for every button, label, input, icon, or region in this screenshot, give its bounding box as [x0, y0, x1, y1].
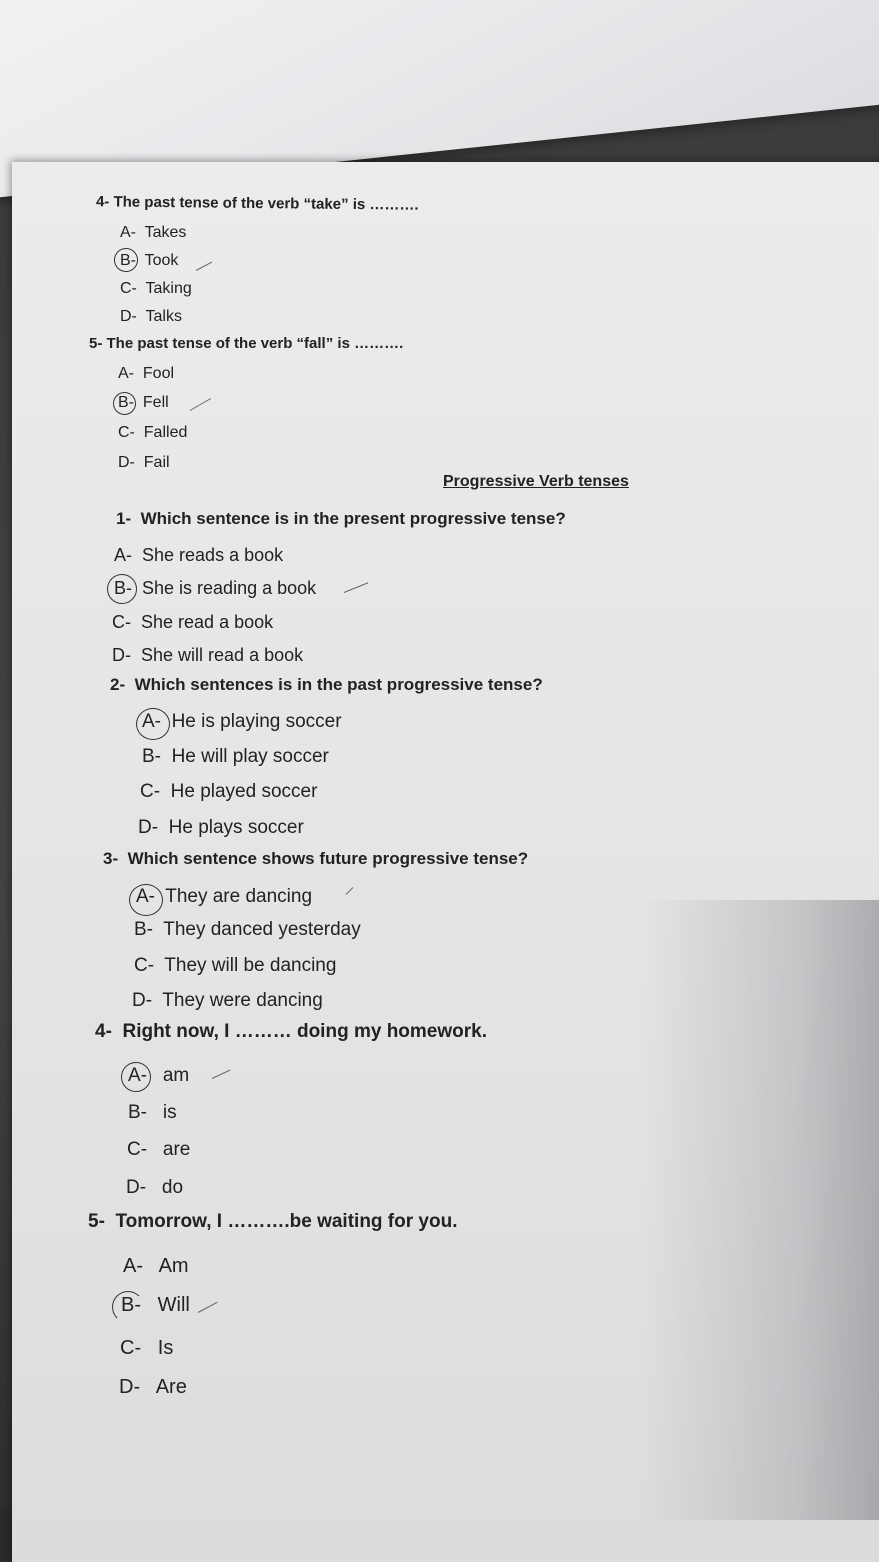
question-number: 2- — [110, 675, 126, 694]
check-mark — [346, 887, 354, 895]
question-number: 3- — [103, 849, 119, 868]
option-d: D- They were dancing — [132, 990, 323, 1011]
option-c: C- Falled — [118, 424, 188, 441]
check-mark — [190, 398, 211, 411]
question-5-fall — [89, 335, 403, 352]
option-d: D- He plays soccer — [138, 817, 304, 838]
question-4-take — [96, 193, 419, 213]
option-a: A- am — [128, 1065, 190, 1086]
answer-circle — [121, 1062, 151, 1092]
question-number: 5- — [88, 1211, 105, 1232]
option-a: A- She reads a book — [114, 545, 284, 565]
option-d: D- Are — [119, 1376, 187, 1398]
question-text: Which sentence shows future progressive tense? — [127, 849, 529, 868]
question-number: 5- — [89, 335, 103, 352]
question-5 — [88, 1211, 457, 1233]
option-b: B- Will — [121, 1294, 190, 1316]
option-c: C- She read a book — [112, 612, 274, 632]
option-b: B- He will play soccer — [142, 746, 329, 767]
option-c: C- Taking — [120, 280, 192, 297]
answer-circle — [129, 884, 163, 916]
option-c: C- He played soccer — [140, 781, 318, 802]
check-mark — [196, 262, 212, 271]
question-2 — [110, 675, 543, 695]
question-text: Which sentences is in the past progressive tense? — [134, 675, 543, 694]
option-d: D- Fail — [118, 454, 170, 471]
question-text: Which sentence is in the present progressive tense? — [140, 509, 566, 528]
question-text: The past tense of the verb “fall” is ………. — [106, 335, 404, 352]
option-c: C- are — [127, 1139, 191, 1160]
question-number: 4- — [95, 1021, 112, 1042]
option-a: A- Am — [123, 1255, 189, 1277]
question-text: Tomorrow, I ……….be waiting for you. — [115, 1211, 458, 1232]
check-mark — [198, 1302, 218, 1313]
option-a: A- They are dancing — [136, 886, 313, 907]
answer-circle — [114, 248, 138, 272]
question-4 — [95, 1021, 487, 1043]
option-a: A- Takes — [120, 224, 187, 241]
option-d: D- Talks — [120, 308, 182, 325]
option-c: C- Is — [120, 1337, 174, 1359]
option-b: B- They danced yesterday — [134, 919, 361, 940]
option-b: B- Fell — [118, 394, 169, 411]
answer-circle — [112, 1291, 144, 1323]
check-mark — [212, 1070, 231, 1079]
check-mark — [344, 582, 368, 593]
answer-circle — [107, 574, 137, 604]
option-a: A- Fool — [118, 365, 175, 382]
section-heading: Progressive Verb tenses — [443, 473, 629, 490]
option-d: D- do — [126, 1177, 184, 1198]
option-a: A- He is playing soccer — [142, 711, 342, 732]
question-text: The past tense of the verb “take” is ………. — [113, 193, 419, 214]
option-c: C- They will be dancing — [134, 955, 337, 976]
answer-circle — [113, 392, 136, 415]
question-text: Right now, I ……… doing my homework. — [122, 1021, 487, 1042]
question-3 — [103, 849, 528, 869]
answer-circle — [136, 708, 170, 740]
question-number: 1- — [116, 509, 132, 528]
option-d: D- She will read a book — [112, 645, 304, 665]
option-b: B- Took — [120, 252, 179, 269]
question-number: 4- — [95, 193, 110, 211]
question-1 — [116, 509, 566, 529]
option-b: B- She is reading a book — [114, 578, 317, 598]
option-b: B- is — [128, 1102, 177, 1123]
